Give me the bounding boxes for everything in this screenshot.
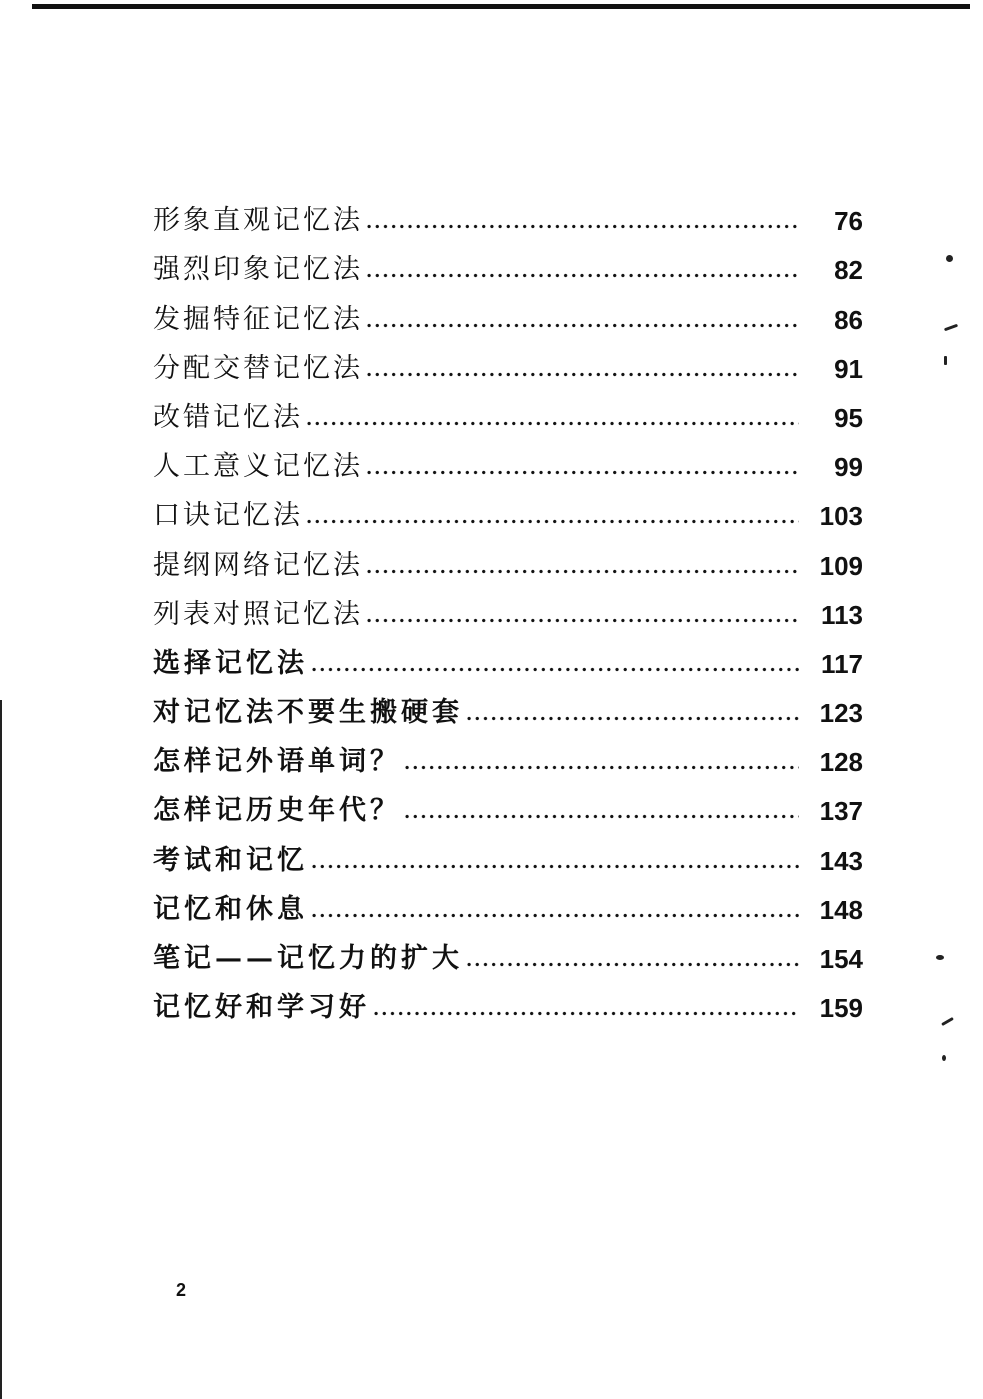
dot-leader <box>365 470 799 475</box>
scan-speck <box>941 1017 954 1026</box>
toc-entry-title: 记忆和休息 <box>153 893 308 925</box>
dot-leader <box>310 913 799 918</box>
toc-entry-page: 117 <box>821 648 863 679</box>
toc-entry-page: 148 <box>819 894 863 925</box>
dot-leader <box>365 618 799 623</box>
toc-entry-page: 137 <box>819 796 863 827</box>
toc-entry[interactable] <box>153 782 863 831</box>
dot-leader <box>403 814 799 819</box>
dot-leader <box>310 864 799 869</box>
scan-speck <box>944 324 958 332</box>
toc-entry-page: 103 <box>819 501 863 532</box>
toc-entry-title: 记忆好和学习好 <box>153 992 370 1024</box>
toc-entry-page: 154 <box>819 944 863 974</box>
dot-leader <box>310 667 799 672</box>
toc-entry-page: 76 <box>834 206 863 237</box>
toc-entry-title: 形象直观记忆法 <box>153 205 363 237</box>
toc-entry-page: 86 <box>834 304 863 335</box>
dot-leader <box>365 273 799 278</box>
dot-leader <box>305 421 799 426</box>
toc-entry-title: 列表对照记忆法 <box>153 598 363 630</box>
toc-entry-page: 113 <box>821 599 863 630</box>
toc-entry[interactable] <box>153 684 863 733</box>
dot-leader <box>365 323 799 328</box>
dot-leader <box>403 765 799 770</box>
dot-leader <box>372 1011 799 1016</box>
toc-entry[interactable] <box>153 241 863 290</box>
toc-entry-page: 143 <box>819 845 863 876</box>
toc-entry-title: 发掘特征记忆法 <box>153 303 363 335</box>
dot-leader <box>365 569 799 574</box>
toc-entry[interactable] <box>153 881 863 930</box>
toc-entry[interactable] <box>153 979 863 1028</box>
toc-entry-page: 123 <box>819 698 863 729</box>
toc-entry-page: 82 <box>834 255 863 286</box>
page-number: 2 <box>176 1280 187 1300</box>
toc-entry-page: 159 <box>819 993 863 1024</box>
toc-entry-title: 对记忆法不要生搬硬套 <box>153 697 463 729</box>
toc-entry[interactable] <box>153 635 863 684</box>
toc-entry[interactable] <box>153 831 863 880</box>
scan-speck <box>944 356 947 365</box>
dot-leader <box>365 372 799 377</box>
toc-entry[interactable] <box>153 586 863 635</box>
dot-leader <box>465 962 799 967</box>
toc-entry-title: 笔记——记忆力的扩大 <box>153 943 463 974</box>
table-of-contents <box>153 192 863 1028</box>
toc-entry-title: 选择记忆法 <box>153 647 308 679</box>
toc-entry-title: 提纲网络记忆法 <box>153 549 363 581</box>
toc-entry-page: 128 <box>819 747 863 778</box>
left-scan-edge <box>0 700 2 1399</box>
dot-leader <box>305 519 799 524</box>
toc-entry[interactable] <box>153 487 863 536</box>
toc-entry[interactable] <box>153 389 863 438</box>
toc-entry-title: 考试和记忆 <box>153 844 308 876</box>
toc-entry-title: 改错记忆法 <box>153 401 303 433</box>
toc-entry-title: 怎样记历史年代？ <box>153 795 401 827</box>
toc-entry-title: 口诀记忆法 <box>153 500 303 532</box>
toc-entry[interactable] <box>153 290 863 339</box>
toc-entry[interactable] <box>153 340 863 389</box>
dot-leader <box>465 716 799 721</box>
toc-entry-page: 99 <box>834 452 863 483</box>
toc-entry[interactable] <box>153 192 863 241</box>
top-border-rule <box>32 4 970 9</box>
toc-entry[interactable] <box>153 438 863 487</box>
scan-speck <box>942 1055 946 1061</box>
scan-speck <box>946 255 953 262</box>
toc-entry-page: 95 <box>834 402 863 433</box>
toc-entry-title: 强烈印象记忆法 <box>153 254 363 286</box>
scan-speck <box>936 955 944 960</box>
toc-entry-title: 人工意义记忆法 <box>153 451 363 483</box>
toc-entry-title: 怎样记外语单词？ <box>153 746 401 778</box>
toc-entry-page: 109 <box>819 550 863 581</box>
toc-entry[interactable] <box>153 536 863 585</box>
toc-entry-page: 91 <box>834 353 863 384</box>
toc-entry[interactable] <box>153 930 863 979</box>
toc-entry[interactable] <box>153 733 863 782</box>
dot-leader <box>365 224 799 229</box>
toc-entry-title: 分配交替记忆法 <box>153 352 363 384</box>
